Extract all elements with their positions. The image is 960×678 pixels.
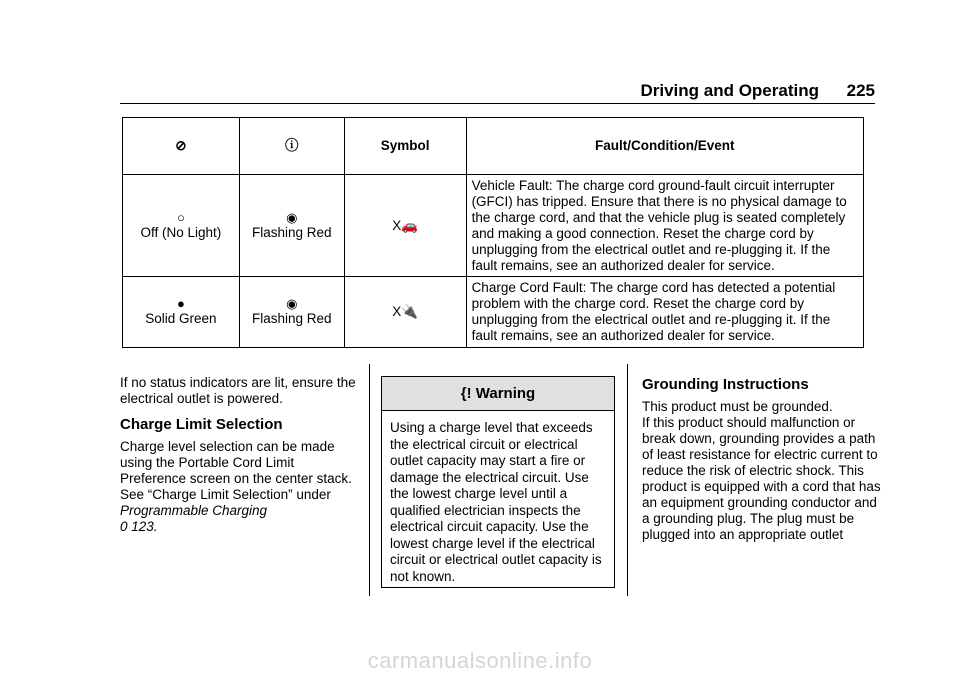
off-light-icon: ○ — [176, 209, 185, 225]
column-divider — [627, 364, 628, 596]
warning-text: Using a charge level that exceeds the electrical circuit or electrical outlet capacity may start a fire or damage the electrical circuit. Use the lowest charge level until a qualified electrician inspects the electrical circuit capacity. Use the lowest charge level if the electrical circuit or electrical outlet capacity is not known. — [390, 420, 602, 584]
fault-status-header-icon: ⓘ — [239, 118, 344, 175]
warning-header — [382, 377, 614, 411]
charge-limit-heading: Charge Limit Selection — [120, 416, 283, 433]
charge-limit-paragraph — [120, 439, 360, 535]
light1-cell — [123, 175, 240, 277]
cord-fault-icon: X🔌 — [392, 304, 419, 319]
flashing-light-icon: ◉ — [286, 209, 298, 225]
warning-title: Warning — [475, 385, 536, 402]
programmable-charging-link[interactable]: Programmable Charging — [120, 503, 268, 518]
description-cell: Charge Cord Fault: The charge cord has detected a potential problem with the charge cord. Reset the charge cord by unplugging from the electrical outlet and re-plugging it. If the fault remains, see an authorized dealer for service. — [466, 277, 863, 348]
charge-status-header-icon: ⊘ — [123, 118, 240, 175]
fault-table — [122, 117, 864, 348]
light2-label: Flashing Red — [252, 311, 332, 326]
left-column — [120, 375, 360, 535]
light1-cell — [123, 277, 240, 348]
page-reference[interactable]: 0 123. — [120, 519, 158, 534]
warning-box — [381, 376, 615, 588]
section-title: Driving and Operating — [640, 81, 819, 100]
watermark: carmanualsonline.info — [367, 648, 593, 673]
right-column — [642, 375, 882, 543]
table-row — [123, 277, 864, 348]
symbol-header: Symbol — [344, 118, 466, 175]
page-number: 225 — [846, 81, 875, 100]
vehicle-fault-icon: X🚗 — [392, 217, 419, 233]
symbol-cell — [344, 277, 466, 348]
header-rule — [120, 103, 875, 104]
page-header — [120, 81, 875, 103]
column-divider — [369, 364, 370, 596]
description-cell: Vehicle Fault: The charge cord ground-fault circuit interrupter (GFCI) has tripped. Ensure that there is no physical damage to the charge cord, and that the vehicle plug is seated completely and making a good connection. Reset the charge cord by unplugging from the electrical outlet and re-plugging it. If the fault remains, see an authorized dealer for service. — [466, 175, 863, 277]
light2-cell — [239, 175, 344, 277]
table-row — [123, 175, 864, 277]
light1-label: Off (No Light) — [140, 224, 222, 240]
table-header-row — [123, 118, 864, 175]
flashing-light-icon: ◉ — [286, 296, 298, 311]
intro-paragraph: If no status indicators are lit, ensure the electrical outlet is powered. — [120, 375, 356, 406]
grounding-heading: Grounding Instructions — [642, 376, 809, 393]
fault-header: Fault/Condition/Event — [466, 118, 863, 175]
light1-label: Solid Green — [145, 311, 217, 326]
solid-light-icon: ● — [176, 296, 185, 311]
warning-icon: {! — [460, 385, 472, 402]
body-text: Charge level selection can be made using the Portable Cord Limit Preference screen on the center stack. See “Charge Limit Selection” under — [120, 439, 352, 502]
symbol-cell — [344, 175, 466, 277]
grounding-paragraph: If this product should malfunction or break down, grounding provides a path of least resistance for electric current to reduce the risk of electric shock. This product is equipped with a cord that has an equipment grounding conductor and a grounding plug. The plug must be plugged into an appropriate outlet — [642, 415, 881, 542]
grounding-line: This product must be grounded. — [642, 399, 833, 414]
light2-cell — [239, 277, 344, 348]
light2-label: Flashing Red — [252, 224, 332, 240]
